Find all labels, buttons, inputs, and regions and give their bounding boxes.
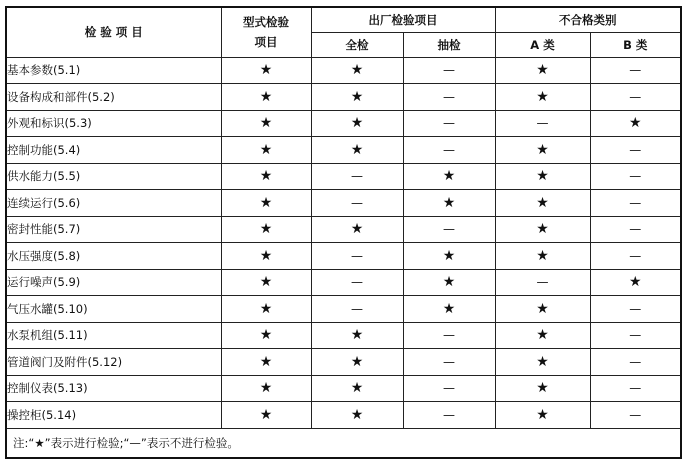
class-b-mark: — (590, 57, 681, 84)
table-row (6, 137, 681, 164)
type-test-mark: ★ (221, 375, 311, 402)
type-test-mark: ★ (221, 402, 311, 429)
sampling-check-mark: — (403, 216, 495, 243)
inspection-item-label: 设备构成和部件(5.2) (6, 84, 221, 111)
class-b-mark: — (590, 349, 681, 376)
table-row (6, 110, 681, 137)
class-a-mark: ★ (495, 137, 590, 164)
inspection-item-label: 外观和标识(5.3) (6, 110, 221, 137)
sampling-check-mark: — (403, 137, 495, 164)
note-row (6, 428, 681, 458)
inspection-item-label: 气压水罐(5.10) (6, 296, 221, 323)
sampling-check-mark: — (403, 375, 495, 402)
inspection-item-label: 运行噪声(5.9) (6, 269, 221, 296)
type-test-mark: ★ (221, 269, 311, 296)
class-b-mark: — (590, 322, 681, 349)
inspection-item-label: 管道阀门及附件(5.12) (6, 349, 221, 376)
table-row (6, 322, 681, 349)
sampling-check-mark: — (403, 84, 495, 111)
class-b-mark: — (590, 296, 681, 323)
table-row (6, 349, 681, 376)
table-row (6, 84, 681, 111)
table-body (6, 57, 681, 428)
full-check-mark: ★ (311, 402, 403, 429)
type-test-mark: ★ (221, 110, 311, 137)
sampling-check-mark: ★ (403, 243, 495, 270)
class-a-mark: ★ (495, 190, 590, 217)
inspection-item-label: 水压强度(5.8) (6, 243, 221, 270)
class-a-mark: ★ (495, 243, 590, 270)
type-test-mark: ★ (221, 84, 311, 111)
class-a-mark: ★ (495, 375, 590, 402)
type-test-mark: ★ (221, 137, 311, 164)
full-check-mark: ★ (311, 84, 403, 111)
class-a-mark: ★ (495, 349, 590, 376)
full-check-mark: — (311, 269, 403, 296)
full-check-mark: ★ (311, 322, 403, 349)
class-b-mark: — (590, 84, 681, 111)
class-b-mark: — (590, 375, 681, 402)
sampling-check-mark: — (403, 110, 495, 137)
class-b-mark: — (590, 402, 681, 429)
class-b-mark: — (590, 243, 681, 270)
inspection-item-label: 控制仪表(5.13) (6, 375, 221, 402)
header-row-1 (6, 7, 681, 32)
class-a-mark: ★ (495, 57, 590, 84)
full-check-mark: ★ (311, 375, 403, 402)
table-row (6, 243, 681, 270)
sampling-check-mark: — (403, 57, 495, 84)
class-a-mark: ★ (495, 84, 590, 111)
class-a-mark: ★ (495, 216, 590, 243)
class-b-mark: — (590, 216, 681, 243)
table-row (6, 296, 681, 323)
header-nonconformity: 不合格类别 (495, 7, 681, 32)
table-row (6, 57, 681, 84)
class-a-mark: ★ (495, 163, 590, 190)
inspection-items-table (5, 6, 682, 459)
inspection-item-label: 水泵机组(5.11) (6, 322, 221, 349)
inspection-item-label: 密封性能(5.7) (6, 216, 221, 243)
full-check-mark: — (311, 243, 403, 270)
full-check-mark: ★ (311, 216, 403, 243)
type-test-mark: ★ (221, 190, 311, 217)
full-check-mark: — (311, 296, 403, 323)
full-check-mark: ★ (311, 137, 403, 164)
table-row (6, 216, 681, 243)
header-full-check: 全检 (311, 32, 403, 57)
sampling-check-mark: — (403, 322, 495, 349)
type-test-mark: ★ (221, 296, 311, 323)
full-check-mark: — (311, 163, 403, 190)
class-a-mark: — (495, 269, 590, 296)
inspection-item-label: 控制功能(5.4) (6, 137, 221, 164)
sampling-check-mark: ★ (403, 163, 495, 190)
class-a-mark: ★ (495, 296, 590, 323)
class-a-mark: — (495, 110, 590, 137)
table-row (6, 375, 681, 402)
type-test-mark: ★ (221, 322, 311, 349)
header-item: 检 验 项 目 (6, 7, 221, 57)
class-b-mark: ★ (590, 269, 681, 296)
header-sampling-check: 抽检 (403, 32, 495, 57)
class-b-mark: ★ (590, 110, 681, 137)
full-check-mark: ★ (311, 349, 403, 376)
table-row (6, 190, 681, 217)
header-class-b: B 类 (590, 32, 681, 57)
type-test-mark: ★ (221, 57, 311, 84)
type-test-mark: ★ (221, 216, 311, 243)
table-note: 注:“★”表示进行检验;“—”表示不进行检验。 (6, 428, 681, 458)
header-factory-test: 出厂检验项目 (311, 7, 495, 32)
type-test-mark: ★ (221, 243, 311, 270)
full-check-mark: ★ (311, 110, 403, 137)
class-b-mark: — (590, 190, 681, 217)
full-check-mark: — (311, 190, 403, 217)
type-test-mark: ★ (221, 163, 311, 190)
header-type-test: 型式检验 项目 (221, 7, 311, 57)
sampling-check-mark: ★ (403, 296, 495, 323)
class-b-mark: — (590, 137, 681, 164)
type-test-mark: ★ (221, 349, 311, 376)
class-a-mark: ★ (495, 402, 590, 429)
sampling-check-mark: ★ (403, 269, 495, 296)
table-row (6, 269, 681, 296)
header-class-a: A 类 (495, 32, 590, 57)
table-row (6, 163, 681, 190)
inspection-item-label: 操控柜(5.14) (6, 402, 221, 429)
class-a-mark: ★ (495, 322, 590, 349)
sampling-check-mark: — (403, 402, 495, 429)
table-row (6, 402, 681, 429)
sampling-check-mark: — (403, 349, 495, 376)
class-b-mark: — (590, 163, 681, 190)
inspection-item-label: 基本参数(5.1) (6, 57, 221, 84)
inspection-item-label: 连续运行(5.6) (6, 190, 221, 217)
sampling-check-mark: ★ (403, 190, 495, 217)
full-check-mark: ★ (311, 57, 403, 84)
inspection-item-label: 供水能力(5.5) (6, 163, 221, 190)
